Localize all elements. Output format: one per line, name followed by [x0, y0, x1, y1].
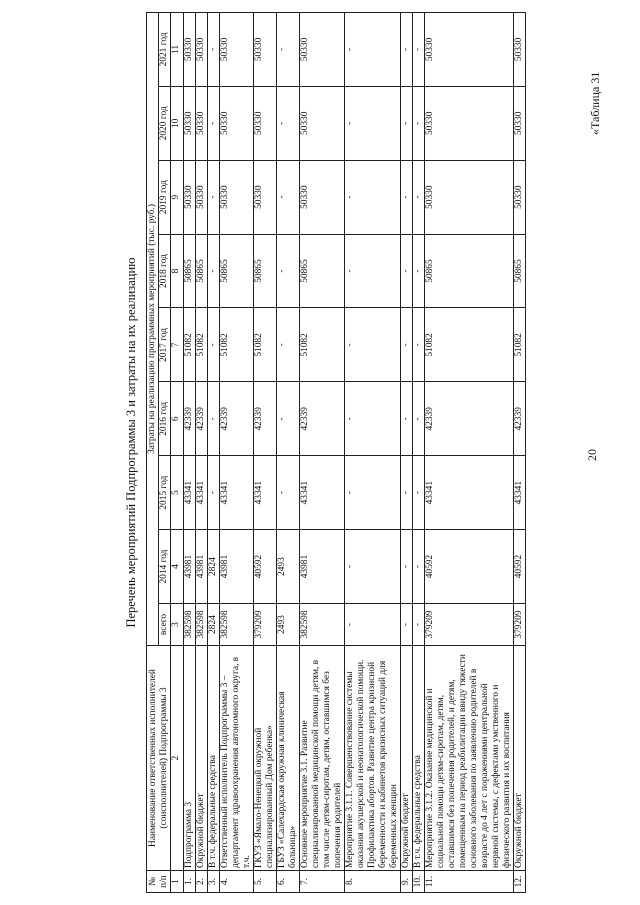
row-year-value: - — [413, 160, 425, 234]
row-name: Ответственный исполнитель Подпрограммы 3 – департамент здравоохранения автономного округа, в т.ч. — [220, 646, 254, 871]
row-year-value: 43341 — [220, 456, 254, 530]
column-index: 8 — [171, 234, 184, 308]
row-year-value: - — [345, 86, 401, 160]
row-name: Подпрограмма 3 — [184, 646, 196, 871]
row-year-value: - — [413, 12, 425, 86]
table-row — [196, 12, 208, 892]
measures-table — [146, 12, 526, 893]
header-no: № п/п — [147, 871, 171, 893]
table-row — [254, 12, 277, 892]
row-year-value: 50330 — [220, 160, 254, 234]
row-total: 2493 — [277, 604, 300, 646]
row-year-value: 51082 — [220, 308, 254, 382]
header-name: Наименование ответственных исполнителей (соисполнителей) Подпрограммы 3 — [147, 646, 171, 871]
row-number: 6. — [277, 871, 300, 893]
row-year-value: - — [345, 456, 401, 530]
table-row — [514, 12, 526, 892]
row-year-value: - — [208, 234, 220, 308]
row-year-value: 42339 — [254, 382, 277, 456]
table-row — [277, 12, 300, 892]
row-year-value: - — [208, 12, 220, 86]
row-year-value: 51082 — [514, 308, 526, 382]
row-year-value: 51082 — [254, 308, 277, 382]
row-name: Окружной бюджет — [401, 646, 413, 871]
row-year-value: - — [345, 160, 401, 234]
column-index: 11 — [171, 12, 184, 86]
row-year-value: 50865 — [300, 234, 345, 308]
row-name: В т.ч. федеральные средства — [208, 646, 220, 871]
column-index: 6 — [171, 382, 184, 456]
row-year-value: 42339 — [184, 382, 196, 456]
table-row — [300, 12, 345, 892]
row-year-value: 50330 — [254, 12, 277, 86]
row-total: 379209 — [514, 604, 526, 646]
row-year-value: 50330 — [184, 12, 196, 86]
row-year-value: - — [413, 382, 425, 456]
row-year-value: 43341 — [254, 456, 277, 530]
column-index: 10 — [171, 86, 184, 160]
row-total: 382598 — [300, 604, 345, 646]
header-year: 2018 год — [159, 234, 171, 308]
row-number: 2. — [196, 871, 208, 893]
row-year-value: 51082 — [184, 308, 196, 382]
row-year-value: - — [208, 308, 220, 382]
row-year-value: - — [401, 308, 413, 382]
row-year-value: - — [413, 86, 425, 160]
row-year-value: - — [413, 234, 425, 308]
row-year-value: 50330 — [300, 160, 345, 234]
row-year-value: - — [401, 86, 413, 160]
row-total: 382598 — [184, 604, 196, 646]
column-index: 9 — [171, 160, 184, 234]
row-year-value: 2493 — [277, 530, 300, 604]
table-row — [345, 12, 401, 892]
row-year-value: - — [277, 308, 300, 382]
row-year-value: - — [277, 382, 300, 456]
row-year-value: 40592 — [425, 530, 514, 604]
table-label: «Таблица 31 — [588, 71, 602, 135]
row-number: 9. — [401, 871, 413, 893]
row-name: Окружной бюджет — [514, 646, 526, 871]
row-year-value: 50330 — [514, 86, 526, 160]
row-year-value: 43341 — [300, 456, 345, 530]
row-year-value: - — [208, 86, 220, 160]
document-title: Перечень мероприятий Подпрограммы 3 и затраты на их реализацию — [124, 257, 138, 628]
row-year-value: 43981 — [184, 530, 196, 604]
row-year-value: 43981 — [196, 530, 208, 604]
row-name: ГКУЗ «Ямало-Ненецкий окружной специализированный Дом ребенка» — [254, 646, 277, 871]
row-number: 3. — [208, 871, 220, 893]
row-year-value: 43981 — [220, 530, 254, 604]
table-row — [413, 12, 425, 892]
row-year-value: 50330 — [300, 86, 345, 160]
row-year-value: - — [345, 382, 401, 456]
row-year-value: 50330 — [254, 86, 277, 160]
table-row — [208, 12, 220, 892]
row-year-value: - — [208, 160, 220, 234]
column-index: 5 — [171, 456, 184, 530]
row-year-value: 51082 — [425, 308, 514, 382]
row-year-value: 50330 — [254, 160, 277, 234]
row-number: 5. — [254, 871, 277, 893]
row-name: В т.ч. федеральные средства — [413, 646, 425, 871]
row-year-value: - — [401, 160, 413, 234]
row-number: 4. — [220, 871, 254, 893]
row-year-value: 50330 — [220, 12, 254, 86]
row-number: 8. — [345, 871, 401, 893]
row-year-value: - — [277, 12, 300, 86]
row-year-value: - — [345, 530, 401, 604]
row-year-value: - — [208, 382, 220, 456]
row-year-value: 50330 — [196, 160, 208, 234]
row-year-value: 50330 — [514, 12, 526, 86]
row-year-value: - — [413, 530, 425, 604]
row-total: 382598 — [220, 604, 254, 646]
row-total: - — [413, 604, 425, 646]
column-index: 4 — [171, 530, 184, 604]
row-year-value: 50330 — [196, 86, 208, 160]
row-year-value: - — [413, 308, 425, 382]
header-total: всего — [159, 604, 171, 646]
row-year-value: - — [401, 456, 413, 530]
row-year-value: - — [277, 86, 300, 160]
row-year-value: 43981 — [300, 530, 345, 604]
row-year-value: 2824 — [208, 530, 220, 604]
row-year-value: 50330 — [300, 12, 345, 86]
row-number: 10. — [413, 871, 425, 893]
row-year-value: 42339 — [300, 382, 345, 456]
row-total: 379209 — [425, 604, 514, 646]
row-year-value: - — [401, 234, 413, 308]
row-number: 7. — [300, 871, 345, 893]
table-row — [220, 12, 254, 892]
row-year-value: 43341 — [196, 456, 208, 530]
row-total: - — [345, 604, 401, 646]
column-index: 1 — [171, 871, 184, 893]
header-year: 2016 год — [159, 382, 171, 456]
row-year-value: - — [401, 530, 413, 604]
table-row — [184, 12, 196, 892]
row-name: Основное мероприятие 3.1. Развитие специализированной медицинской помощи детям, в том числе детям-сиротам, детям, оставшимся без попечения родителей — [300, 646, 345, 871]
column-index: 2 — [171, 646, 184, 871]
row-year-value: 42339 — [220, 382, 254, 456]
header-year: 2014 год — [159, 530, 171, 604]
row-year-value: 40592 — [514, 530, 526, 604]
row-name: Мероприятие 3.1.1. Совершенствование системы оказания акушерской и неонатологической помощи. Профилактика абортов. Развитие центра кризисной беременности и кабинетов кризисных ситуаций для беременных женщин — [345, 646, 401, 871]
column-index: 7 — [171, 308, 184, 382]
column-index: 3 — [171, 604, 184, 646]
row-year-value: 50330 — [425, 12, 514, 86]
row-year-value: 50865 — [184, 234, 196, 308]
row-total: 382598 — [196, 604, 208, 646]
row-year-value: 50330 — [196, 12, 208, 86]
header-year: 2019 год — [159, 160, 171, 234]
table-row — [425, 12, 514, 892]
row-year-value: 42339 — [514, 382, 526, 456]
row-year-value: 50330 — [220, 86, 254, 160]
row-year-value: - — [345, 308, 401, 382]
header-year: 2021 год — [159, 12, 171, 86]
row-year-value: 43341 — [425, 456, 514, 530]
row-year-value: 50865 — [220, 234, 254, 308]
row-name: Окружной бюджет — [196, 646, 208, 871]
header-year: 2017 год — [159, 308, 171, 382]
row-year-value: 50330 — [184, 86, 196, 160]
row-year-value: 50330 — [425, 86, 514, 160]
row-number: 11. — [425, 871, 514, 893]
row-year-value: 43341 — [184, 456, 196, 530]
row-name: Мероприятие 3.1.2. Оказание медицинской и социальной помощи детям-сиротам, детям, оставшимся без попечения родителей, и детям, помещенным на период реабилитации ввиду тяжести основного заболевания по заявлению родителей в возрасте до 4 лет с поражениями центральной нервной системы, с дефектами умственного и физического развития и их воспитания — [425, 646, 514, 871]
row-year-value: - — [277, 234, 300, 308]
page-number: 20 — [585, 449, 599, 461]
row-year-value: 40592 — [254, 530, 277, 604]
row-year-value: 51082 — [300, 308, 345, 382]
row-number: 1. — [184, 871, 196, 893]
row-year-value: - — [277, 456, 300, 530]
header-costs-group: Затраты на реализацию программных мероприятий (тыс. руб.) — [147, 12, 159, 645]
row-year-value: - — [277, 160, 300, 234]
row-year-value: 50330 — [514, 160, 526, 234]
row-total: - — [401, 604, 413, 646]
row-number: 12. — [514, 871, 526, 893]
row-total: 379209 — [254, 604, 277, 646]
row-year-value: 50865 — [254, 234, 277, 308]
header-year: 2015 год — [159, 456, 171, 530]
row-year-value: - — [345, 234, 401, 308]
row-total: 2824 — [208, 604, 220, 646]
row-year-value: 50865 — [196, 234, 208, 308]
table-row — [401, 12, 413, 892]
row-year-value: 43341 — [514, 456, 526, 530]
row-year-value: 51082 — [196, 308, 208, 382]
row-year-value: 50330 — [184, 160, 196, 234]
row-year-value: - — [401, 382, 413, 456]
row-year-value: - — [345, 12, 401, 86]
row-year-value: 50865 — [514, 234, 526, 308]
row-year-value: 42339 — [425, 382, 514, 456]
row-year-value: 42339 — [196, 382, 208, 456]
row-year-value: 50865 — [425, 234, 514, 308]
row-year-value: - — [208, 456, 220, 530]
row-year-value: 50330 — [425, 160, 514, 234]
header-year: 2020 год — [159, 86, 171, 160]
row-name: ГБУЗ «Салехардская окружная клиническая больница» — [277, 646, 300, 871]
row-year-value: - — [401, 12, 413, 86]
row-year-value: - — [413, 456, 425, 530]
